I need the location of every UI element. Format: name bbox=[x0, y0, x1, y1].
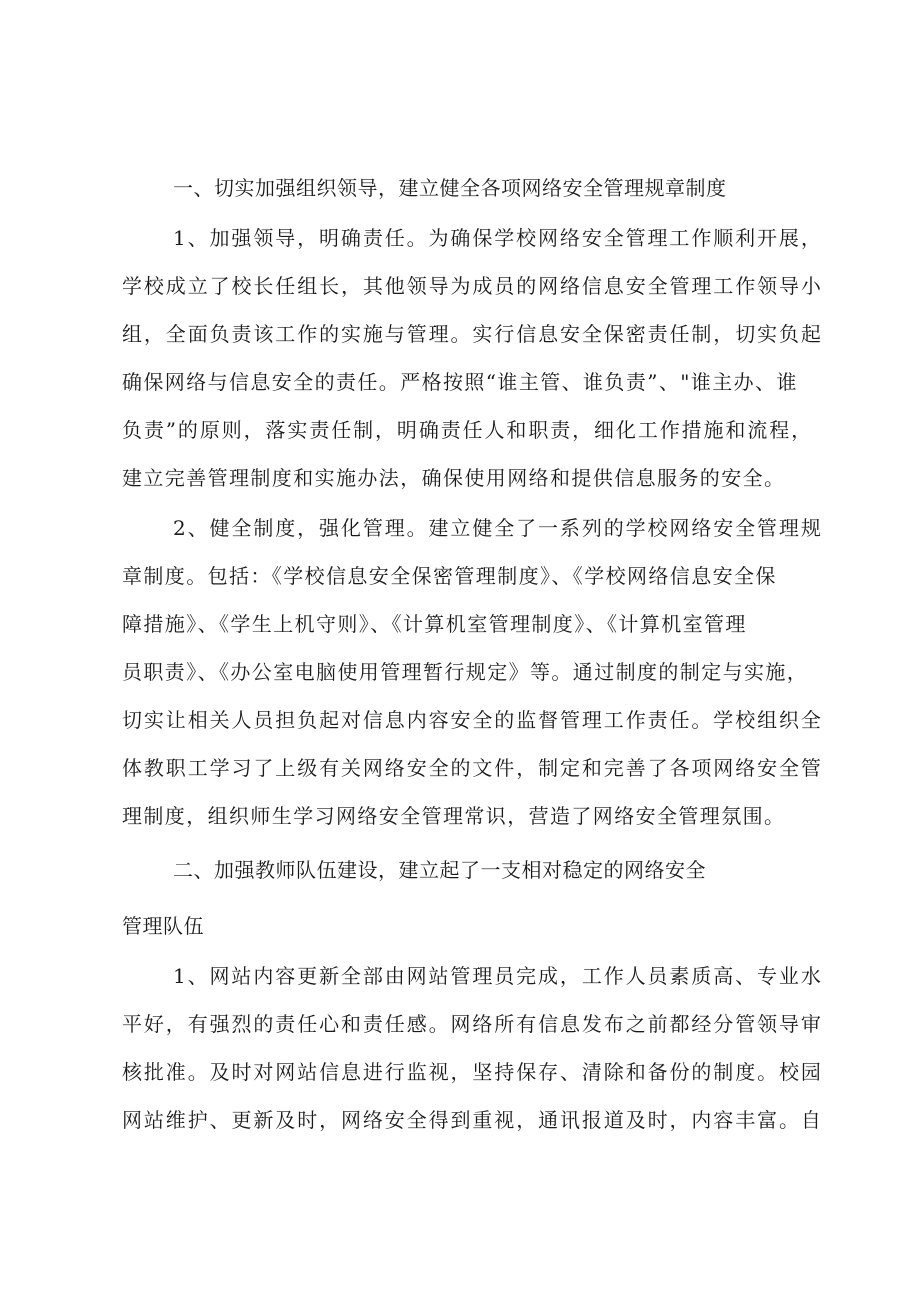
paragraph-2-line-4: 员职责》、《办公室电脑使用管理暂行规定》等。通过制度的制定与实施， bbox=[122, 660, 809, 684]
paragraph-1-line-1: 1、加强领导，明确责任。为确保学校网络安全管理工作顺利开展， bbox=[173, 226, 823, 250]
paragraph-1-line-5: 负责”的原则，落实责任制，明确责任人和职责，细化工作措施和流程， bbox=[122, 418, 814, 442]
paragraph-3-line-3: 核批准。及时对网站信息进行监视，坚持保存、清除和备份的制度。校园 bbox=[122, 1060, 823, 1084]
section-heading-1: 一、切实加强组织领导，建立健全各项网络安全管理规章制度 bbox=[173, 176, 727, 200]
section-heading-2-continuation: 管理队伍 bbox=[122, 914, 204, 938]
paragraph-2-line-2: 章制度。包括：《学校信息安全保密管理制度》、《学校网络信息安全保 bbox=[122, 564, 777, 588]
section-heading-2: 二、加强教师队伍建设，建立起了一支相对稳定的网络安全 bbox=[173, 858, 706, 882]
paragraph-1-line-6: 建立完善管理制度和实施办法，确保使用网络和提供信息服务的安全。 bbox=[122, 466, 786, 490]
paragraph-2-line-7: 理制度，组织师生学习网络安全管理常识，营造了网络安全管理氛围。 bbox=[122, 804, 786, 828]
paragraph-3-line-1: 1、网站内容更新全部由网站管理员完成，工作人员素质高、专业水 bbox=[173, 964, 823, 988]
paragraph-2-line-3: 障措施》、《学生上机守则》、《计算机室管理制度》、《计算机室管理 bbox=[122, 612, 747, 636]
paragraph-2-line-1: 2、健全制度，强化管理。建立健全了一系列的学校网络安全管理规 bbox=[173, 516, 823, 540]
paragraph-1-line-3: 组，全面负责该工作的实施与管理。实行信息安全保密责任制，切实负起 bbox=[122, 322, 823, 346]
paragraph-1-line-4: 确保网络与信息安全的责任。严格按照“谁主管、谁负责”、"谁主办、谁 bbox=[122, 370, 798, 394]
paragraph-2-line-6: 体教职工学习了上级有关网络安全的文件，制定和完善了各项网络安全管 bbox=[122, 756, 823, 780]
paragraph-3-line-2: 平好，有强烈的责任心和责任感。网络所有信息发布之前都经分管领导审 bbox=[122, 1012, 823, 1036]
paragraph-2-line-5: 切实让相关人员担负起对信息内容安全的监督管理工作责任。学校组织全 bbox=[122, 708, 823, 732]
paragraph-1-line-2: 学校成立了校长任组长，其他领导为成员的网络信息安全管理工作领导小 bbox=[122, 274, 823, 298]
paragraph-3-line-4: 网站维护、更新及时，网络安全得到重视，通讯报道及时，内容丰富。自 bbox=[122, 1108, 823, 1132]
